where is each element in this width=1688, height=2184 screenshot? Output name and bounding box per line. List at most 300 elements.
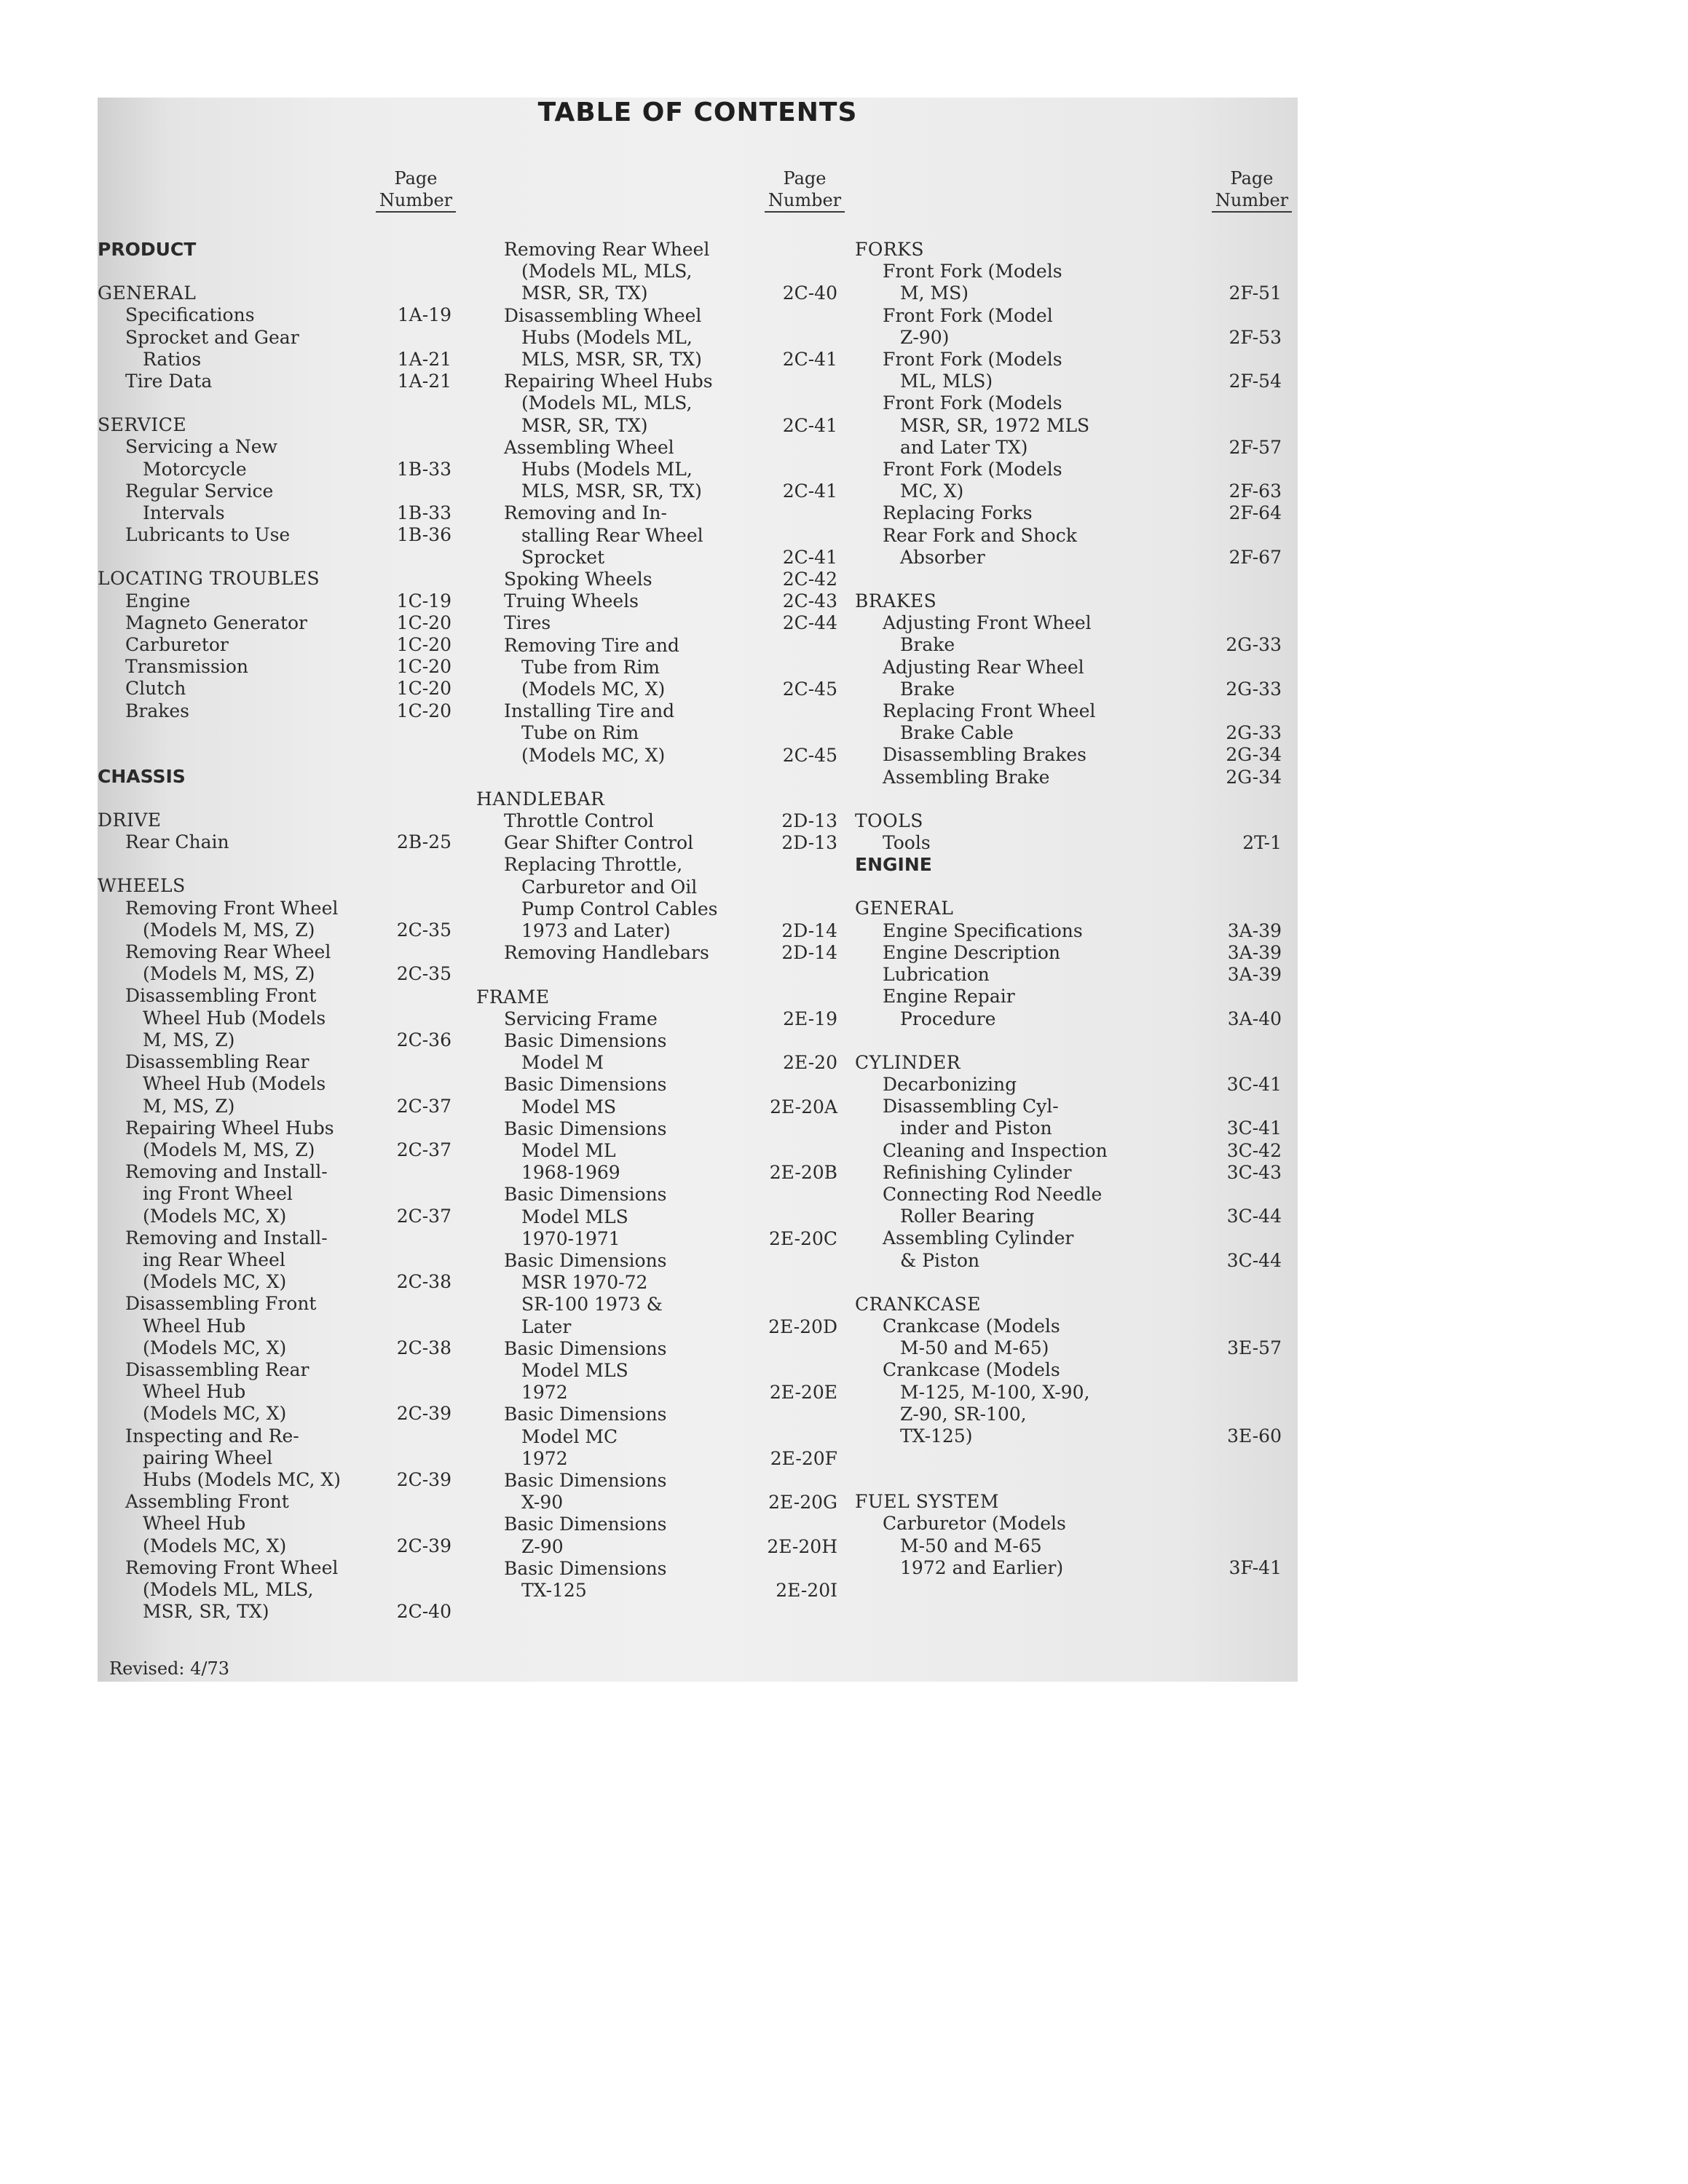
toc-entry-title: Wheel Hub: [143, 1381, 246, 1403]
toc-entry-title: M, MS): [900, 282, 969, 304]
toc-page-number: 2E-20H: [767, 1535, 837, 1557]
toc-entry-title: Basic Dimensions: [504, 1117, 667, 1139]
toc-page-number: 3C-42: [1226, 1139, 1282, 1161]
toc-entry-title: Model MS: [521, 1096, 617, 1117]
toc-entry-title: Engine Description: [883, 941, 1061, 963]
toc-page-number: 1C-19: [396, 590, 451, 612]
toc-entry-title: Procedure: [900, 1008, 996, 1029]
toc-entry-title: MSR, SR, TX): [143, 1601, 269, 1623]
toc-entry-continuation: [98, 1469, 462, 1491]
toc-column-2: [476, 167, 848, 1602]
toc-entry-title: Wheel Hub: [143, 1315, 246, 1337]
toc-entry-continuation: [476, 349, 848, 371]
toc-entry: [855, 657, 1292, 678]
toc-entry-title: Tire Data: [125, 371, 213, 392]
toc-entry: [855, 1359, 1292, 1381]
toc-entry: [98, 941, 462, 963]
toc-page-number: 2C-37: [396, 1205, 451, 1227]
toc-entry-continuation: [476, 525, 848, 547]
toc-entry-continuation: [476, 657, 848, 678]
toc-entry-continuation: [476, 745, 848, 767]
toc-page-number: 2C-41: [782, 414, 837, 436]
toc-subsection-heading: [98, 568, 462, 590]
spacer: [98, 392, 462, 414]
toc-page-number: 2F-67: [1228, 546, 1282, 568]
page-number-header: [855, 167, 1292, 213]
toc-entry-continuation: [855, 1117, 1292, 1139]
toc-entry: [855, 392, 1292, 414]
toc-entry-title: 1973 and Later): [521, 920, 671, 942]
toc-entry-title: Basic Dimensions: [504, 1404, 667, 1425]
toc-entry-title: SR-100 1973 &: [521, 1294, 663, 1315]
toc-page-number: 3C-41: [1226, 1117, 1282, 1139]
toc-page-number: 2C-39: [396, 1468, 451, 1490]
toc-entry-title: Basic Dimensions: [504, 1029, 667, 1051]
toc-page-number: 2C-38: [396, 1337, 451, 1358]
toc-entry-title: Replacing Front Wheel: [883, 700, 1096, 722]
toc-entry-title: (Models MC, X): [143, 1337, 287, 1358]
toc-entry-title: Repairing Wheel Hubs: [125, 1117, 334, 1139]
toc-entry: [98, 304, 462, 326]
toc-entry-title: Brakes: [125, 700, 190, 721]
toc-entry-continuation: [855, 415, 1292, 437]
toc-entry-continuation: [98, 502, 462, 524]
toc-entry: [476, 590, 848, 612]
toc-column-3: [855, 167, 1292, 1579]
toc-entry-continuation: [855, 722, 1292, 744]
toc-page-number: 2C-42: [782, 569, 837, 590]
toc-page-number: 2F-53: [1228, 326, 1282, 348]
toc-entry-title: Carburetor (Models: [883, 1513, 1066, 1535]
toc-section-heading: [98, 239, 462, 261]
toc-entry-continuation: [98, 1206, 462, 1227]
toc-page-number: 2G-33: [1226, 678, 1282, 700]
toc-entry-continuation: [98, 919, 462, 941]
toc-entry-title: Adjusting Rear Wheel: [883, 656, 1084, 678]
toc-entry: [476, 635, 848, 657]
toc-page-number: 1C-20: [396, 700, 451, 721]
spacer: [98, 853, 462, 875]
toc-entry: [476, 1118, 848, 1140]
toc-entry-title: Engine: [125, 590, 191, 612]
toc-entry-title: (Models ML, MLS,: [521, 392, 693, 414]
toc-entry: [855, 1074, 1292, 1096]
toc-entry: [98, 1161, 462, 1183]
toc-entry: [476, 1074, 848, 1096]
toc-entry-continuation: [476, 678, 848, 700]
toc-entry-continuation: [476, 1206, 848, 1228]
toc-page-number: 2C-35: [396, 919, 451, 941]
toc-entry-title: 1972: [521, 1447, 568, 1469]
toc-entry-continuation: [476, 898, 848, 920]
toc-entry-title: Decarbonizing: [883, 1073, 1017, 1095]
toc-entry: [98, 700, 462, 722]
toc-entry-title: Sprocket: [521, 546, 605, 568]
toc-page-number: 2E-19: [783, 1008, 837, 1029]
toc-entry: [476, 1558, 848, 1580]
toc-page-number: 3C-44: [1226, 1206, 1282, 1227]
toc-entry: [855, 525, 1292, 547]
toc-page-number: 3A-39: [1227, 964, 1282, 986]
toc-entry-title: CYLINDER: [855, 1051, 961, 1073]
toc-entry-title: Model MLS: [521, 1206, 628, 1227]
toc-entry-continuation: [476, 1536, 848, 1558]
toc-entries: [476, 239, 848, 1602]
toc-entry: [98, 985, 462, 1007]
toc-entry-title: Disassembling Cyl-: [883, 1096, 1059, 1117]
page-number-header-label: Page Number: [1212, 167, 1292, 213]
toc-entry: [98, 1051, 462, 1073]
toc-entry-title: Basic Dimensions: [504, 1557, 667, 1579]
toc-entry-title: MLS, MSR, SR, TX): [521, 349, 702, 371]
toc-entry: [98, 1293, 462, 1315]
toc-entry: [476, 1404, 848, 1425]
toc-entry-title: ML, MLS): [900, 371, 993, 392]
toc-entry: [476, 502, 848, 524]
toc-page-number: 1B-33: [397, 502, 451, 524]
toc-subsection-heading: [98, 875, 462, 897]
toc-entry-continuation: [476, 722, 848, 744]
toc-entry: [98, 1491, 462, 1513]
toc-entry: [855, 502, 1292, 524]
toc-entry-title: Front Fork (Models: [883, 349, 1062, 371]
toc-entry-title: MSR, SR, TX): [521, 414, 648, 436]
toc-entry-title: Servicing Frame: [504, 1008, 658, 1029]
toc-entry-title: Lubrication: [883, 964, 990, 986]
toc-page-number: 2C-36: [396, 1029, 451, 1051]
toc-page-number: 1A-21: [397, 371, 451, 392]
toc-entry-title: ing Rear Wheel: [143, 1249, 285, 1270]
spacer: [855, 788, 1292, 810]
toc-page-number: 2D-14: [781, 920, 837, 942]
toc-page-number: 2F-63: [1228, 480, 1282, 502]
toc-entry-title: M-125, M-100, X-90,: [900, 1381, 1090, 1403]
toc-page-number: 1B-33: [397, 458, 451, 480]
toc-entry-title: SERVICE: [98, 414, 187, 436]
toc-entry-title: Removing Rear Wheel: [504, 239, 710, 260]
toc-entry-title: Removing Rear Wheel: [125, 941, 331, 963]
toc-entry-title: 1972 and Earlier): [900, 1556, 1064, 1578]
toc-entry: [476, 1514, 848, 1535]
toc-page-number: 3C-41: [1226, 1073, 1282, 1095]
toc-entry-title: Hubs (Models MC, X): [143, 1468, 341, 1490]
toc-entry-continuation: [98, 1183, 462, 1205]
toc-entry-continuation: [855, 547, 1292, 569]
toc-section-heading: [855, 854, 1292, 876]
toc-entry-title: Brake: [900, 634, 955, 656]
spacer: [855, 1272, 1292, 1294]
toc-entry-continuation: [476, 1294, 848, 1315]
toc-page-number: 2C-37: [396, 1095, 451, 1117]
toc-entry-title: Model ML: [521, 1139, 616, 1161]
toc-page-number: 2T-1: [1242, 832, 1282, 854]
toc-entry-continuation: [98, 1403, 462, 1425]
toc-page-number: 2C-39: [396, 1403, 451, 1425]
toc-entry: [98, 371, 462, 392]
toc-entry: [476, 1030, 848, 1052]
toc-entry-title: Disassembling Rear: [125, 1358, 309, 1380]
toc-entry-title: TX-125: [521, 1579, 587, 1601]
toc-page-number: 2G-34: [1226, 766, 1282, 788]
toc-entry-title: Model MC: [521, 1425, 618, 1447]
toc-entries: [855, 239, 1292, 1579]
toc-entry-title: LOCATING TROUBLES: [98, 568, 320, 590]
toc-entry: [476, 942, 848, 964]
toc-entry-title: Sprocket and Gear: [125, 326, 299, 348]
toc-entry-title: and Later TX): [900, 436, 1028, 458]
toc-page-number: 2C-43: [782, 590, 837, 612]
toc-entry-continuation: [855, 371, 1292, 392]
toc-entry-continuation: [98, 1008, 462, 1029]
toc-entry-title: Throttle Control: [504, 810, 654, 832]
toc-entry: [476, 612, 848, 634]
toc-entry-title: Basic Dimensions: [504, 1184, 667, 1206]
toc-entry-title: 1970-1971: [521, 1227, 620, 1249]
toc-page-number: 2C-40: [782, 282, 837, 304]
toc-entry-continuation: [98, 1139, 462, 1161]
toc-entry-title: Z-90): [900, 326, 950, 348]
toc-entry-title: Hubs (Models ML,: [521, 326, 693, 348]
toc-entry-title: Crankcase (Models: [883, 1315, 1060, 1337]
toc-entry-title: M, MS, Z): [143, 1029, 235, 1051]
toc-entry: [855, 612, 1292, 634]
toc-entry-continuation: [476, 327, 848, 349]
toc-entry-continuation: [476, 480, 848, 502]
toc-entry: [855, 459, 1292, 480]
toc-entry-title: Roller Bearing: [900, 1206, 1035, 1227]
toc-page-number: 3E-60: [1227, 1425, 1282, 1447]
toc-entry-title: 1972: [521, 1382, 568, 1404]
toc-entry-title: Carburetor and Oil: [521, 876, 698, 898]
toc-entry-title: Model M: [521, 1052, 604, 1074]
toc-page-number: 3F-41: [1228, 1556, 1282, 1578]
toc-entry: [476, 832, 848, 854]
toc-entry-title: GENERAL: [98, 282, 197, 304]
toc-page-number: 1C-20: [396, 612, 451, 633]
toc-entry-title: DRIVE: [98, 810, 162, 831]
toc-entry-title: Motorcycle: [143, 458, 247, 480]
toc-entry-continuation: [476, 1096, 848, 1118]
toc-entry-title: Gear Shifter Control: [504, 832, 694, 854]
toc-page-number: 2F-54: [1228, 371, 1282, 392]
toc-entry-continuation: [476, 1448, 848, 1470]
spacer: [98, 788, 462, 810]
toc-entry-continuation: [98, 1579, 462, 1601]
toc-entry-title: Disassembling Wheel: [504, 304, 702, 326]
toc-entry-title: Removing and Install-: [125, 1227, 328, 1249]
toc-entry: [855, 1513, 1292, 1535]
toc-entry: [98, 831, 462, 853]
toc-entry: [98, 1425, 462, 1447]
toc-entry-continuation: [855, 1337, 1292, 1359]
toc-page-number: 2E-20F: [770, 1447, 837, 1469]
toc-entry-title: M-50 and M-65): [900, 1337, 1049, 1359]
toc-entry: [476, 1008, 848, 1030]
toc-entry: [855, 986, 1292, 1008]
toc-entry-title: Tools: [883, 832, 931, 854]
toc-entry-title: BRAKES: [855, 590, 937, 612]
toc-page-number: 2F-57: [1228, 436, 1282, 458]
toc-entry-title: Rear Fork and Shock: [883, 524, 1077, 546]
toc-page-number: 2D-13: [781, 832, 837, 854]
toc-entry: [855, 767, 1292, 788]
toc-page-number: 2B-25: [397, 831, 451, 853]
toc-entry: [476, 1250, 848, 1272]
toc-entry: [476, 1470, 848, 1492]
toc-entry-title: 1968-1969: [521, 1162, 620, 1184]
toc-entry-continuation: [855, 678, 1292, 700]
toc-entry-continuation: [98, 1535, 462, 1557]
toc-entry-title: Front Fork (Model: [883, 304, 1053, 326]
toc-page-number: 2C-45: [782, 678, 837, 700]
toc-entry-title: (Models M, MS, Z): [143, 1139, 315, 1160]
toc-entry: [98, 678, 462, 700]
toc-page-number: 2C-40: [396, 1601, 451, 1623]
toc-entry-continuation: [476, 1052, 848, 1074]
page-number-header: [476, 167, 848, 213]
toc-entry: [855, 1096, 1292, 1117]
toc-entry-title: Lubricants to Use: [125, 524, 291, 546]
toc-entry-continuation: [98, 1271, 462, 1293]
toc-entry-title: WHEELS: [98, 875, 186, 897]
toc-entry-continuation: [476, 547, 848, 569]
toc-entry-title: (Models MC, X): [521, 744, 666, 766]
toc-subsection-heading: [98, 282, 462, 304]
toc-entry: [98, 634, 462, 656]
toc-entry: [98, 656, 462, 678]
toc-entry-title: Removing Front Wheel: [125, 897, 339, 919]
toc-page-number: 2E-20B: [769, 1162, 837, 1184]
toc-page-number: 2E-20I: [776, 1579, 837, 1601]
toc-entry-title: inder and Piston: [900, 1117, 1052, 1139]
toc-entry: [476, 810, 848, 832]
toc-entry: [98, 436, 462, 458]
toc-entry: [98, 327, 462, 349]
toc-entry-continuation: [98, 1601, 462, 1623]
toc-entry: [855, 744, 1292, 766]
toc-entry: [855, 261, 1292, 282]
toc-entry-continuation: [855, 1250, 1292, 1272]
toc-entry: [855, 349, 1292, 371]
toc-entry-title: (Models MC, X): [521, 678, 666, 700]
toc-entry: [855, 305, 1292, 327]
toc-entry-title: Wheel Hub (Models: [143, 1007, 326, 1029]
toc-entry-title: Servicing a New: [125, 436, 277, 458]
toc-page-number: 1B-36: [397, 524, 451, 546]
toc-entry: [98, 898, 462, 919]
toc-entry-title: FUEL SYSTEM: [855, 1491, 999, 1513]
toc-entry-title: Basic Dimensions: [504, 1074, 667, 1096]
toc-page-number: 3A-39: [1227, 941, 1282, 963]
toc-entry-title: M-50 and M-65: [900, 1535, 1042, 1556]
toc-entry-continuation: [855, 1008, 1292, 1030]
toc-entry-title: (Models ML, MLS,: [521, 261, 693, 282]
toc-entry-title: CRANKCASE: [855, 1293, 981, 1315]
toc-entry-title: Assembling Cylinder: [883, 1227, 1074, 1249]
toc-entry-continuation: [98, 1447, 462, 1469]
toc-entry-title: Removing and In-: [504, 502, 667, 524]
toc-entry: [855, 1315, 1292, 1337]
toc-subsection-heading: [855, 810, 1292, 832]
toc-entry: [98, 590, 462, 612]
spacer: [476, 767, 848, 788]
page-title: TABLE OF CONTENTS: [537, 98, 858, 127]
toc-entry-title: Front Fork (Models: [883, 261, 1062, 282]
toc-entry-continuation: [476, 1228, 848, 1250]
toc-entry-title: (Models MC, X): [143, 1271, 287, 1293]
toc-subsection-heading: [98, 414, 462, 436]
toc-page-number: 1C-20: [396, 678, 451, 700]
toc-entry-continuation: [98, 1513, 462, 1535]
toc-entry-continuation: [98, 1029, 462, 1051]
page-number-header-label: Page Number: [765, 167, 845, 213]
toc-entry-title: Engine Repair: [883, 986, 1015, 1008]
toc-entry-title: ing Front Wheel: [143, 1183, 293, 1205]
toc-entry-continuation: [476, 392, 848, 414]
toc-entry-title: Assembling Wheel: [504, 436, 674, 458]
toc-entry-title: Truing Wheels: [504, 590, 639, 612]
toc-entry-title: Z-90: [521, 1535, 564, 1557]
toc-page-number: 2C-38: [396, 1271, 451, 1293]
toc-page-number: 3A-39: [1227, 919, 1282, 941]
toc-entry-continuation: [98, 1096, 462, 1117]
toc-page-number: 2F-64: [1228, 502, 1282, 524]
toc-entry-title: Brake: [900, 678, 955, 700]
toc-entry-continuation: [476, 1360, 848, 1382]
toc-entry-continuation: [855, 1206, 1292, 1227]
toc-entry-continuation: [98, 1315, 462, 1337]
toc-page-number: 3E-57: [1227, 1337, 1282, 1359]
toc-entry-continuation: [98, 963, 462, 985]
toc-entry-continuation: [476, 1492, 848, 1514]
toc-entry-continuation: [855, 634, 1292, 656]
toc-entry-title: Clutch: [125, 678, 186, 700]
toc-entry-title: Assembling Brake: [883, 766, 1050, 788]
toc-entry-title: Replacing Throttle,: [504, 854, 683, 876]
toc-entry-title: TOOLS: [855, 810, 923, 831]
toc-page-number: 2C-35: [396, 963, 451, 985]
toc-entry: [476, 569, 848, 590]
toc-subsection-heading: [855, 1052, 1292, 1074]
toc-entry: [855, 1227, 1292, 1249]
toc-subsection-heading: [98, 810, 462, 831]
toc-entry-title: Inspecting and Re-: [125, 1425, 299, 1447]
toc-entry: [476, 305, 848, 327]
toc-entry-title: FRAME: [476, 986, 550, 1008]
spacer: [855, 1447, 1292, 1491]
spacer: [855, 1030, 1292, 1052]
spacer: [855, 569, 1292, 590]
toc-entry: [855, 942, 1292, 964]
toc-entry-continuation: [855, 1535, 1292, 1557]
toc-entry-title: (Models M, MS, Z): [143, 963, 315, 985]
toc-entry: [855, 1140, 1292, 1162]
toc-entry-title: (Models MC, X): [143, 1535, 287, 1556]
toc-page-number: 1A-21: [397, 348, 451, 370]
toc-page-number: 2F-51: [1228, 282, 1282, 304]
toc-entry-title: Specifications: [125, 304, 255, 326]
revision-note: Revised: 4/73: [109, 1658, 229, 1679]
toc-entry-continuation: [476, 1316, 848, 1338]
toc-entry-title: Wheel Hub: [143, 1513, 246, 1535]
toc-entry: [98, 1117, 462, 1139]
toc-entry-title: Disassembling Rear: [125, 1051, 309, 1073]
toc-entry-title: PRODUCT: [98, 239, 197, 260]
toc-entry: [98, 1557, 462, 1579]
toc-entry-title: Tires: [504, 612, 551, 634]
toc-entry-title: Carburetor: [125, 634, 229, 656]
toc-entry: [855, 1162, 1292, 1184]
